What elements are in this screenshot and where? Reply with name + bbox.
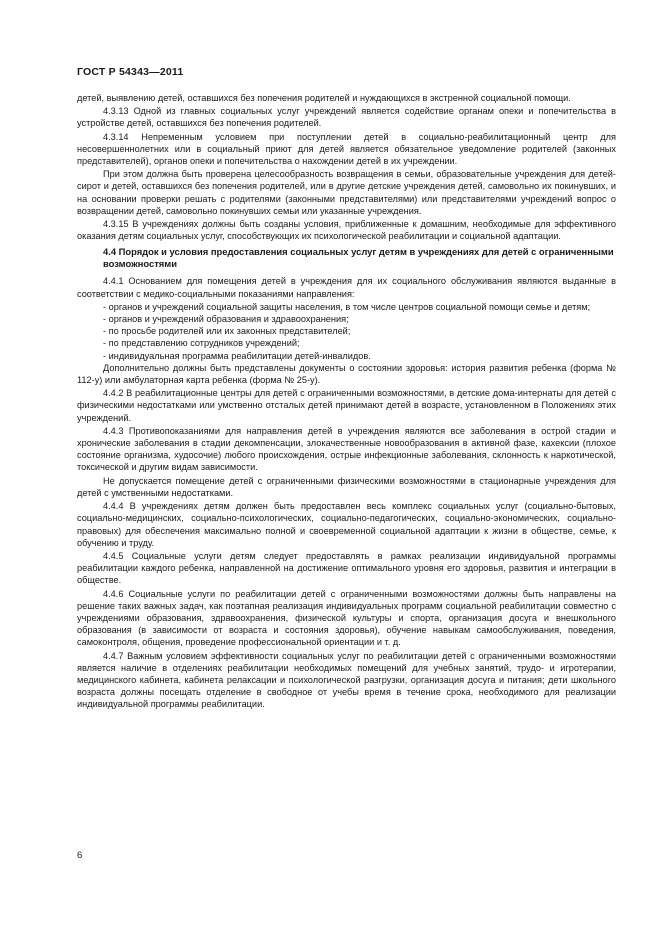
paragraph-continuation: детей, выявлению детей, оставшихся без попечения родителей и нуждающихся в экстренной социальной помощи. [77, 93, 571, 103]
paragraph-4-4-1: 4.4.1 Основанием для помещения детей в учреждения для их социального обслуживания являются выданные в соответствии с медико-социальными показаниями направления: [77, 276, 616, 299]
paragraph-4-3-14: 4.3.14 Непременным условием при поступлении детей в социально-реабилитационный центр для несовершеннолетних или в социальный приют для детей является обязательное уведомление родителей (законных представителей), органов опеки и попечительства о нахождении детей в их учреждении. [77, 131, 616, 167]
paragraph-4-4-3: 4.4.3 Противопоказаниями для направления детей в учреждения являются все заболевания в острой стадии и хронические заболевания в стадии декомпенсации, злокачественные новообразования в активной фазе, кахексии (плохое состояние организма, худосочие) любого происхождения, острые инфекционные заболевания, склонность к наркотической, токсической и другим видам зависимости. [77, 425, 616, 473]
paragraph-4-4-7: 4.4.7 Важным условием эффективности социальных услуг по реабилитации детей с ограниченными возможностями является наличие в отделениях реабилитации необходимых помещений для учебных занятий, трудо- и игротерапии, медицинского кабинета, кабинета релаксации и психологической разгрузки, организация досуга и питания; дети школьного возраста должны посещать отделение в свободное от учебы время в течение срока, необходимого для реализации индивидуальной программы реабилитации. [77, 650, 616, 710]
paragraph-4-3-13: 4.3.13 Одной из главных социальных услуг учреждений является содействие органам опеки и попечительства в устройстве детей, оставшихся без попечения родителей. [77, 106, 616, 129]
list-item: - по представлению сотрудников учреждений; [103, 338, 300, 349]
document-body [77, 92, 616, 712]
paragraph-4-4-1-docs: Дополнительно должны быть представлены документы о состоянии здоровья: история развития ребенка (форма № 112-у) или амбулаторная карта ребенка (форма № 25-у). [77, 362, 616, 386]
document-code-header: ГОСТ Р 54343—2011 [77, 66, 184, 78]
list-item: - индивидуальная программа реабилитации детей-инвалидов. [103, 350, 371, 361]
list-item: - органов и учреждений образования и здравоохранения; [103, 314, 349, 325]
paragraph-4-4-5: 4.4.5 Социальные услуги детям следует предоставлять в рамках реализации индивидуальной программы реабилитации каждого ребенка, направленной на достижение оптимального уровня его здоровья, развития и интеграции в обществе. [77, 550, 616, 586]
section-heading-4-4: 4.4 Порядок и условия предоставления социальных услуг детям в учреждениях для детей с ограниченными возможностями [103, 246, 614, 270]
paragraph-4-4-4: 4.4.4 В учреждениях детям должен быть предоставлен весь комплекс социальных услуг (социально-бытовых, социально-медицинских, социально-психологических, социально-педагогических, социально-экономических, социально-правовых) для обеспечения максимально полной и своевременной социальной адаптации к жизни в обществе, семье, к обучению и труду. [77, 501, 616, 548]
paragraph-4-3-14-cont: При этом должна быть проверена целесообразность возвращения в семьи, образовательные учреждения для детей-сирот и детей, оставшихся без попечения родителей, или в другие детские учреждения детей, самовольно их покинувших, и на основании проверки решать с родителями (законными представителями) или представителями учреждений вопрос о возвращении детей, самовольно покинувших семьи или указанные учреждения. [77, 169, 616, 216]
list-item: - органов и учреждений социальной защиты населения, в том числе центров социальной помощи семье и детям; [103, 301, 591, 312]
list-item: - по просьбе родителей или их законных представителей; [103, 326, 351, 337]
paragraph-4-4-2: 4.4.2 В реабилитационные центры для детей с ограниченными возможностями, в детские дома-интернаты для детей с физическими недостатками или умственно отсталых детей принимают детей в возрасте, установленном в Положениях этих учреждений. [77, 388, 616, 423]
page-number: 6 [77, 850, 83, 861]
paragraph-4-3-15: 4.3.15 В учреждениях должны быть созданы условия, приближенные к домашним, необходимые для эффективного оказания детям социальных услуг, способствующих их психологической реабилитации и социальной адаптации. [77, 219, 616, 242]
paragraph-4-4-6: 4.4.6 Социальные услуги по реабилитации детей с ограниченными возможностями должны быть направлены на решение таких важных задач, как поэтапная реализация индивидуальных программ социальной реабилитации совместно с учреждениями образования, здравоохранения, физической культуры и спорта, организация досуга и внешкольного образования (в зависимости от возраста и состояния здоровья), обучение навыкам самообслуживания, поведения, самоконтроля, общения, проведение профессиональной ориентации и т. д. [77, 588, 616, 648]
paragraph-4-4-3-cont: Не допускается помещение детей с ограниченными физическими возможностями в стационарные учреждения для детей с умственными недостатками. [77, 475, 616, 498]
